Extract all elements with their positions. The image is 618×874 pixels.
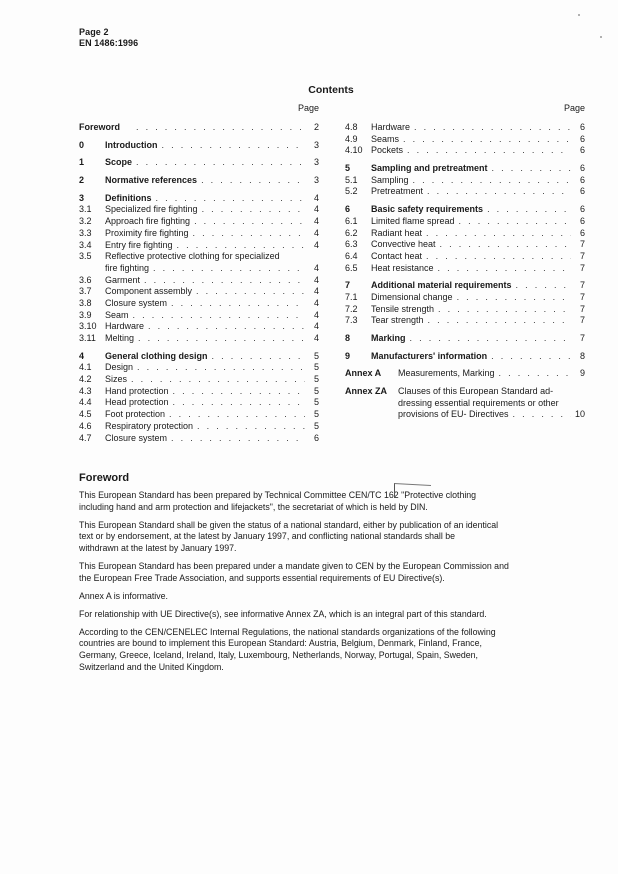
dot-leader: [132, 122, 305, 134]
toc-group: [79, 122, 319, 134]
toc-entry[interactable]: [345, 368, 585, 380]
toc-entry-title: Approach fire fighting: [105, 216, 191, 227]
toc-entry-number: 4.7: [79, 432, 92, 443]
toc-entry-title: Radiant heat: [371, 227, 423, 238]
toc-entry-title: General clothing design: [105, 350, 208, 361]
toc-entry-number: 4.10: [345, 145, 363, 156]
toc-entry[interactable]: [79, 263, 319, 275]
toc-entry-number: 3.11: [79, 333, 96, 343]
page-column-label-left: Page: [298, 103, 320, 113]
toc-entry-number: 6.5: [345, 262, 358, 273]
dot-leader: [158, 140, 306, 152]
toc-entry-title: Proximity fire fighting: [105, 227, 189, 238]
toc-group: [345, 333, 585, 345]
toc-entry[interactable]: [79, 333, 319, 345]
toc-entry-title: Convective heat: [371, 239, 436, 250]
dot-leader: [167, 433, 305, 445]
toc-entry[interactable]: [79, 351, 319, 363]
toc-entry[interactable]: [345, 315, 585, 327]
toc-entry-title: Melting: [105, 333, 135, 343]
toc-entry-page: 4: [313, 286, 319, 297]
toc-entry-page: 6: [579, 122, 585, 132]
toc-entry-number: 3.1: [79, 204, 92, 215]
toc-entry[interactable]: [79, 240, 319, 252]
dot-leader: [410, 122, 571, 134]
toc-entry[interactable]: [345, 145, 585, 157]
paragraph-line: Germany, Greece, Iceland, Ireland, Italy, Luxembourg, Netherlands, Norway, Portugal, Spain, Sweden,: [79, 650, 478, 661]
toc-entry-title: Measurements, Marking: [398, 368, 495, 379]
toc-entry-page: [553, 386, 567, 398]
toc-entry-page: 7: [579, 333, 585, 343]
foreword-paragraph: [79, 591, 589, 603]
toc-entry-number: 6.3: [345, 239, 358, 250]
toc-entry-title: Foot protection: [105, 409, 166, 420]
toc-entry[interactable]: [79, 310, 319, 322]
scan-speck: [600, 36, 602, 38]
dot-leader: [169, 397, 305, 409]
toc-entry-title: Scope: [105, 157, 133, 168]
toc-entry-number: 6.2: [345, 227, 358, 238]
toc-entry[interactable]: [345, 186, 585, 198]
toc-entry[interactable]: [79, 298, 319, 310]
toc-group: [79, 140, 319, 152]
toc-entry-title: Head protection: [105, 397, 169, 408]
toc-entry-page: 5: [313, 385, 319, 396]
dot-leader: [455, 216, 571, 228]
toc-entry-number: [345, 409, 398, 421]
toc-group: [345, 163, 585, 198]
toc-entry-number: 3.5: [79, 251, 92, 262]
toc-entry-page: 6: [579, 186, 585, 197]
toc-entry-title: Seams: [371, 133, 400, 144]
toc-entry-title: Heat resistance: [371, 262, 434, 273]
toc-entry-number: 0: [79, 139, 85, 150]
foreword-paragraph: [79, 609, 589, 621]
toc-entry[interactable]: [79, 409, 319, 421]
toc-entry-page: 4: [313, 262, 319, 273]
toc-entry-title: Limited flame spread: [371, 215, 455, 226]
dot-leader: [403, 145, 571, 157]
toc-entry-number: 9: [345, 350, 351, 361]
toc-entry-page: 2: [313, 122, 319, 132]
toc-entry-title: Specialized fire fighting: [105, 204, 198, 215]
toc-entry-page: 5: [313, 374, 319, 385]
toc-entry[interactable]: [345, 216, 585, 228]
toc-entry-page: 3: [313, 139, 319, 150]
toc-group: [345, 368, 585, 380]
dot-leader: [434, 263, 571, 275]
toc-entry-page: 5: [313, 420, 319, 431]
dot-leader: [144, 321, 305, 333]
toc-entry-page: 4: [313, 227, 319, 238]
toc-entry-title: Respiratory protection: [105, 420, 194, 431]
toc-entry[interactable]: [345, 292, 585, 304]
toc-entry[interactable]: [79, 157, 319, 169]
toc-entry-page: 4: [313, 297, 319, 308]
toc-entry-title: Marking: [371, 333, 406, 343]
toc-entry[interactable]: [79, 228, 319, 240]
dot-leader: [483, 204, 571, 216]
toc-entry-page: 7: [579, 280, 585, 291]
toc-entry[interactable]: [345, 304, 585, 316]
toc-entry-page: 6: [579, 145, 585, 156]
toc-entry-page: 5: [313, 397, 319, 408]
toc-entry-number: 1: [79, 157, 85, 168]
foreword-paragraph: [79, 561, 589, 584]
toc-entry[interactable]: [79, 204, 319, 216]
toc-entry-number: 5.2: [345, 186, 358, 197]
toc-entry[interactable]: [79, 397, 319, 409]
toc-entry[interactable]: [345, 409, 585, 421]
toc-entry-page: 4: [313, 216, 319, 227]
toc-entry-number: [345, 398, 398, 410]
toc-entry-page: 5: [313, 409, 319, 420]
toc-entry[interactable]: [79, 175, 319, 187]
dot-leader: [399, 134, 571, 146]
toc-entry-page: 5: [313, 350, 319, 361]
toc-entry[interactable]: [345, 351, 585, 363]
toc-entry-page: 7: [579, 262, 585, 273]
toc-group: [345, 280, 585, 327]
toc-entry-title: fire fighting: [105, 262, 150, 273]
toc-entry-title: Introduction: [105, 139, 158, 150]
dot-leader: [152, 193, 306, 205]
toc-group: [79, 175, 319, 187]
toc-entry[interactable]: [79, 275, 319, 287]
toc-entry[interactable]: [345, 398, 585, 410]
foreword-heading: Foreword: [79, 472, 130, 484]
toc-entry-title: Sampling: [371, 174, 409, 185]
toc-entry-page: 6: [579, 174, 585, 185]
toc-entry-number: 6.4: [345, 250, 358, 261]
toc-entry-title: Sizes: [105, 374, 128, 385]
toc-entry[interactable]: [345, 175, 585, 187]
dot-leader: [487, 351, 571, 363]
paragraph-line: According to the CEN/CENELEC Internal Regulations, the national standards organizations of the following: [79, 626, 496, 637]
toc-entry-page: 7: [579, 303, 585, 314]
toc-group: [345, 386, 585, 421]
toc-entry-number: Annex A: [345, 368, 382, 379]
toc-entry-number: 7: [345, 280, 351, 291]
toc-right-column: [345, 122, 585, 427]
toc-entry-page: 4: [313, 274, 319, 285]
toc-entry-title: Tensile strength: [371, 303, 435, 314]
dot-leader: [169, 386, 305, 398]
dot-leader: [409, 175, 571, 187]
toc-entry-number: 3.7: [79, 286, 92, 297]
paragraph-line: countries are bound to implement this European Standard: Austria, Belgium, Denmark, Finland, France,: [79, 638, 482, 649]
toc-entry-title: Design: [105, 362, 134, 373]
toc-entry-number: 7.3: [345, 315, 358, 326]
toc-entry-page: 6: [579, 204, 585, 215]
toc-entry-title: Additional material requirements: [371, 280, 512, 291]
dot-leader: [198, 204, 305, 216]
toc-entry-title: Reflective protective clothing for specialized: [105, 251, 280, 262]
scan-speck: [578, 14, 580, 16]
paragraph-line: This European Standard has been prepared under a mandate given to CEN by the European Commission and: [79, 560, 509, 571]
toc-entry[interactable]: [79, 251, 319, 263]
toc-entry[interactable]: [79, 386, 319, 398]
toc-entry-number: 3: [79, 192, 85, 203]
foreword-paragraph: [79, 627, 589, 673]
toc-entry-page: 4: [313, 321, 319, 332]
dot-leader: [436, 239, 571, 251]
toc-entry-page: 9: [579, 368, 585, 379]
toc-entry-title: Definitions: [105, 192, 152, 203]
toc-entry-number: 5: [345, 163, 351, 174]
toc-entry[interactable]: [79, 321, 319, 333]
dot-leader: [422, 228, 571, 240]
toc-entry-number: Annex ZA: [345, 386, 388, 397]
dot-leader: [197, 175, 305, 187]
toc-entry-page: 6: [313, 432, 319, 443]
toc-entry[interactable]: [79, 122, 319, 134]
toc-entry-title: Dimensional change: [371, 291, 453, 302]
toc-group: [345, 351, 585, 363]
toc-entry-number: 3.4: [79, 239, 92, 250]
toc-entry[interactable]: [345, 333, 585, 345]
toc-entry-title: dressing essential requirements or other: [398, 397, 559, 408]
toc-entry-number: 7.2: [345, 303, 358, 314]
toc-entry-number: 4.1: [79, 362, 92, 373]
toc-entry[interactable]: [345, 134, 585, 146]
toc-entry-title: Entry fire fighting: [105, 239, 173, 250]
toc-entry-title: Garment: [105, 274, 141, 285]
toc-entry-page: 7: [579, 250, 585, 261]
foreword-section: [79, 472, 589, 680]
paragraph-line: For relationship with UE Directive(s), see informative Annex ZA, which is an integral part of this standard.: [79, 608, 487, 619]
toc-group: [79, 157, 319, 169]
toc-entry-page: 7: [579, 315, 585, 326]
foreword-body: [79, 490, 589, 673]
dot-leader: [189, 228, 305, 240]
toc-entry-number: 4.9: [345, 133, 358, 144]
toc-entry-number: 4.4: [79, 397, 92, 408]
dot-leader: [134, 333, 305, 345]
toc-group: [345, 122, 585, 157]
toc-entry-page: 10: [574, 409, 585, 420]
toc-entry[interactable]: [345, 228, 585, 240]
toc-entry-number: 3.10: [79, 321, 97, 332]
toc-entry-title: Pretreatment: [371, 186, 424, 197]
toc-entry-number: 4.3: [79, 385, 92, 396]
toc-entry[interactable]: [79, 421, 319, 433]
toc-entry-title: Normative references: [105, 175, 198, 186]
toc-entry-title: provisions of EU- Directives: [398, 409, 509, 420]
dot-leader: [132, 157, 305, 169]
dot-leader: [424, 315, 571, 327]
dot-leader: [192, 286, 305, 298]
dot-leader: [453, 292, 571, 304]
foreword-paragraph: [79, 520, 589, 555]
toc-entry-number: Foreword: [79, 122, 121, 132]
toc-entry-page: 7: [579, 239, 585, 250]
toc-group: [345, 204, 585, 274]
toc-entry-number: 4: [79, 350, 85, 361]
toc-entry-title: Closure system: [105, 432, 168, 443]
dot-leader: [165, 409, 305, 421]
toc-entry[interactable]: [79, 216, 319, 228]
paragraph-line: the European Free Trade Association, and supports essential requirements of EU Directive(s).: [79, 572, 445, 583]
toc-entry-page: [559, 398, 573, 410]
toc-entry[interactable]: [345, 163, 585, 175]
toc-entry-title: Component assembly: [105, 286, 193, 297]
toc-entry-title: Hardware: [371, 122, 411, 132]
toc-entry-number: 3.8: [79, 297, 92, 308]
toc-left-column: [79, 122, 319, 450]
toc-entry-number: 4.8: [345, 122, 358, 132]
toc-entry-number: [79, 263, 105, 275]
toc-entry-number: 3.2: [79, 216, 92, 227]
toc-entry-title: Basic safety requirements: [371, 204, 484, 215]
toc-entry[interactable]: [79, 374, 319, 386]
toc-entry-page: 5: [313, 362, 319, 373]
dot-leader: [512, 280, 571, 292]
toc-entry-page: 4: [313, 239, 319, 250]
paragraph-line: including hand and arm protection and lifejackets", the secretariat of which is held by DIN.: [79, 501, 428, 512]
toc-entry-page: 8: [579, 350, 585, 361]
toc-entry[interactable]: [345, 251, 585, 263]
toc-entry[interactable]: [79, 140, 319, 152]
toc-entry[interactable]: [345, 263, 585, 275]
dot-leader: [167, 298, 305, 310]
toc-entry-number: 7.1: [345, 291, 358, 302]
toc-entry[interactable]: [79, 286, 319, 298]
dot-leader: [140, 275, 305, 287]
toc-entry-number: 4.6: [79, 420, 92, 431]
toc-entry[interactable]: [345, 204, 585, 216]
toc-entry[interactable]: [79, 362, 319, 374]
toc-entry-title: Seam: [105, 309, 129, 320]
dot-leader: [406, 333, 571, 345]
handwritten-mark: [394, 483, 431, 499]
toc-entry[interactable]: [79, 433, 319, 445]
toc-entry-page: 7: [579, 291, 585, 302]
toc-entry-title: Hand protection: [105, 385, 169, 396]
toc-entry[interactable]: [345, 122, 585, 134]
dot-leader: [208, 351, 305, 363]
toc-entry-number: 3.3: [79, 227, 92, 238]
paragraph-line: This European Standard has been prepared by Technical Committee CEN/TC 162 "Protective clothing: [79, 490, 477, 500]
toc-entry-number: 3.6: [79, 274, 92, 285]
dot-leader: [149, 263, 305, 275]
dot-leader: [423, 186, 571, 198]
toc-entry-number: 5.1: [345, 174, 358, 185]
toc-entry-page: 6: [579, 163, 585, 174]
contents-title: Contents: [308, 84, 354, 96]
dot-leader: [495, 368, 571, 380]
toc-entry-number: 4.2: [79, 374, 92, 385]
dot-leader: [129, 310, 305, 322]
toc-entry-number: 8: [345, 333, 351, 343]
toc-entry-page: [280, 251, 294, 263]
toc-entry-number: 6.1: [345, 215, 358, 226]
paragraph-line: text or by endorsement, at the latest by January 1997, and conflicting national standards shall be: [79, 531, 456, 542]
standard-number: EN 1486:1996: [79, 38, 139, 48]
toc-entry-number: 6: [345, 204, 351, 215]
foreword-paragraph: [79, 490, 589, 513]
paragraph-line: withdrawn at the latest by January 1997.: [79, 542, 237, 553]
toc-entry-title: Hardware: [105, 321, 145, 332]
toc-entry-page: 6: [579, 215, 585, 226]
toc-entry-title: Manufacturers' information: [371, 350, 488, 361]
toc-entry-number: 3.9: [79, 309, 92, 320]
toc-entry-number: 2: [79, 175, 85, 186]
paragraph-line: Switzerland and the United Kingdom.: [79, 661, 224, 672]
toc-group: [79, 351, 319, 445]
toc-entry-page: 3: [313, 175, 319, 186]
toc-entry-page: 4: [313, 333, 319, 343]
dot-leader: [127, 374, 305, 386]
toc-group: [79, 193, 319, 345]
dot-leader: [434, 304, 571, 316]
toc-entry-title: Sampling and pretreatment: [371, 163, 488, 174]
paragraph-line: This European Standard shall be given the status of a national standard, either by publication of an identical: [79, 519, 499, 530]
toc-entry-title: Closure system: [105, 297, 168, 308]
dot-leader: [173, 240, 305, 252]
toc-entry[interactable]: [345, 280, 585, 292]
dot-leader: [422, 251, 571, 263]
toc-entry-page: 4: [313, 309, 319, 320]
page-number: Page 2: [79, 27, 109, 37]
toc-entry[interactable]: [79, 193, 319, 205]
toc-entry-page: 4: [313, 192, 319, 203]
dot-leader: [190, 216, 305, 228]
paragraph-line: Annex A is informative.: [79, 590, 168, 601]
toc-entry-page: 4: [313, 204, 319, 215]
toc-entry[interactable]: [345, 239, 585, 251]
toc-entry-page: 3: [313, 157, 319, 168]
toc-entry-page: 6: [579, 133, 585, 144]
page-column-label-right: Page: [564, 103, 586, 113]
toc-entry-page: 6: [579, 227, 585, 238]
toc-entry-title: Tear strength: [371, 315, 424, 326]
toc-entry-title: Contact heat: [371, 250, 423, 261]
toc-entry-title: Clauses of this European Standard ad-: [398, 386, 554, 397]
dot-leader: [488, 163, 571, 175]
toc-entry-number: 4.5: [79, 409, 92, 420]
toc-entry-title: Pockets: [371, 145, 404, 156]
dot-leader: [509, 409, 571, 421]
toc-entry[interactable]: [345, 386, 585, 398]
dot-leader: [193, 421, 305, 433]
dot-leader: [133, 362, 305, 374]
